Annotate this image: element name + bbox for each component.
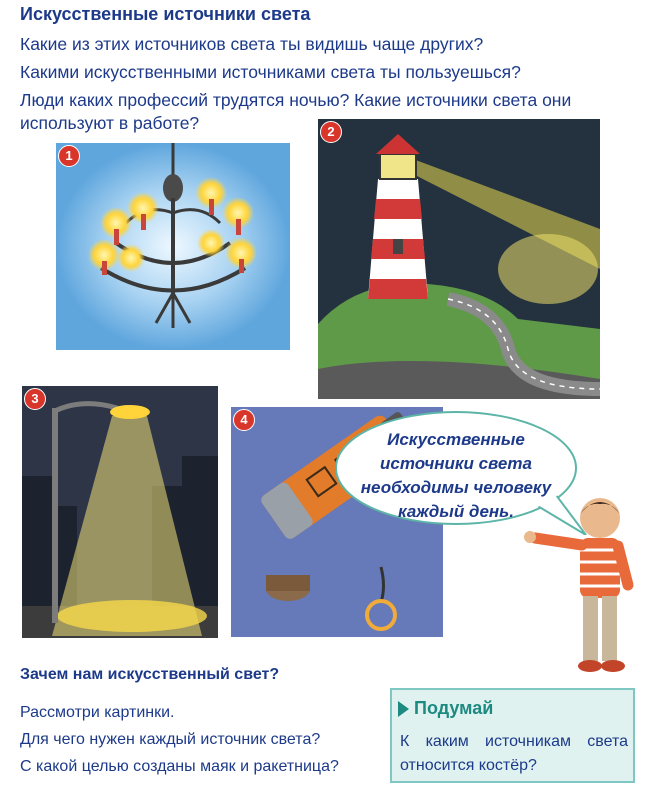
task-1: Рассмотри картинки. — [20, 704, 175, 721]
task-2: Для чего нужен каждый источник света? — [20, 731, 321, 748]
lighthouse-illustration — [318, 119, 600, 399]
arrow-right-icon — [398, 701, 409, 717]
street-lamp-illustration — [22, 386, 218, 638]
speech-line-2: источники света — [380, 454, 532, 473]
speech-line-3: необходимы человеку — [360, 478, 552, 497]
picture-lighthouse — [318, 119, 600, 399]
speech-line-4: каждый день. — [398, 502, 514, 521]
section-title: Зачем нам искусственный свет? — [20, 666, 280, 683]
picture-number-3: 3 — [24, 388, 46, 410]
picture-street-lamp — [22, 386, 218, 638]
picture-number-1: 1 — [58, 145, 80, 167]
question-3-continued: используют в работе? — [20, 113, 200, 133]
think-title: Подумай — [414, 698, 494, 718]
page-title: Искусственные источники света — [20, 4, 311, 24]
think-box — [390, 688, 635, 783]
question-3: Люди каких профессий трудятся ночью? Какие источники света они — [20, 90, 572, 110]
chandelier-illustration — [56, 143, 290, 350]
boy-illustration — [520, 490, 640, 675]
picture-chandelier — [56, 143, 290, 350]
question-1: Какие из этих источников света ты видишь чаще других? — [20, 34, 484, 54]
picture-number-2: 2 — [320, 121, 342, 143]
think-text: К каким источникам света относится костёр? — [400, 733, 628, 774]
question-2: Какими искусственными источниками света ты пользуешься? — [20, 62, 521, 82]
task-3: С какой целью созданы маяк и ракетница? — [20, 758, 339, 775]
speech-line-1: Искусственные — [387, 430, 525, 449]
picture-number-4: 4 — [233, 409, 255, 431]
